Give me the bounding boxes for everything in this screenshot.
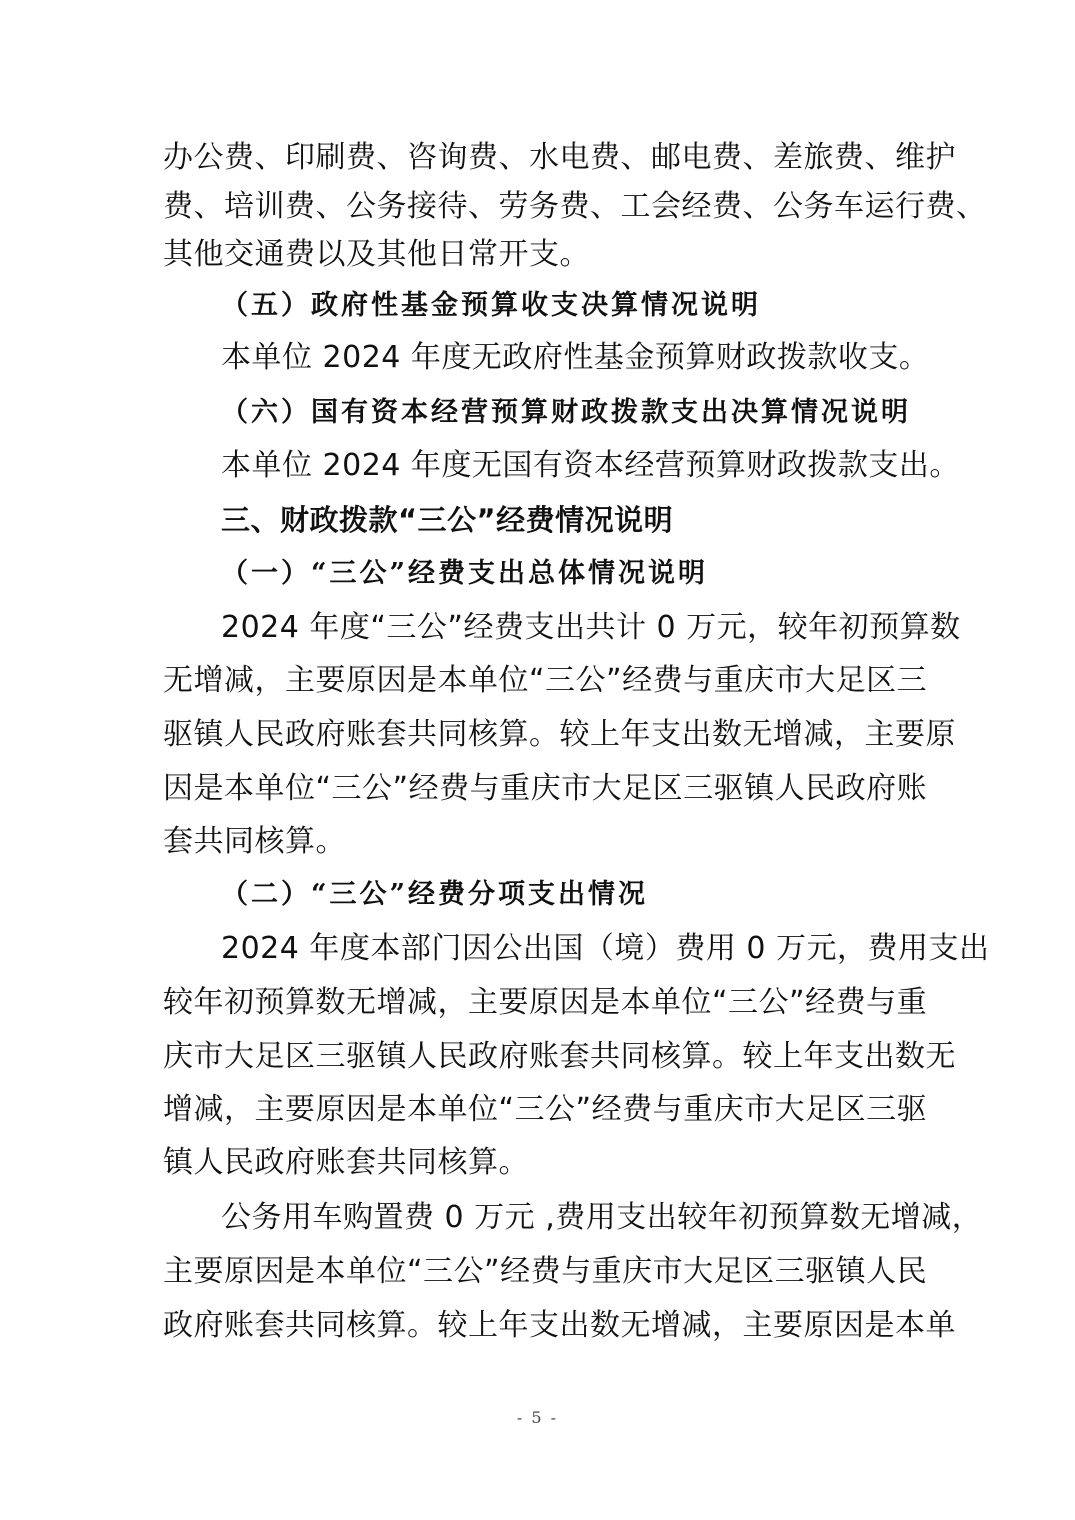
body-text-line: 本单位 2024 年度无政府性基金预算财政拨款收支。 <box>221 340 930 375</box>
body-text-line: 增减，主要原因是本单位“三公”经费与重庆市大足区三驱 <box>163 1092 928 1127</box>
body-text-line: 镇人民政府账套共同核算。 <box>163 1145 529 1180</box>
body-text-line: 无增减，主要原因是本单位“三公”经费与重庆市大足区三 <box>163 663 928 698</box>
subsection-heading-6: （六）国有资本经营预算财政拨款支出决算情况说明 <box>221 397 911 428</box>
section-heading-3: 三、财政拨款“三公”经费情况说明 <box>221 503 674 537</box>
subsection-heading-1: （一）“三公”经费支出总体情况说明 <box>221 558 709 589</box>
body-text-line: 庆市大足区三驱镇人民政府账套共同核算。较上年支出数无 <box>163 1039 956 1074</box>
body-text-line: 本单位 2024 年度无国有资本经营预算财政拨款支出。 <box>221 448 960 483</box>
body-text-line: 政府账套共同核算。较上年支出数无增减，主要原因是本单 <box>163 1308 956 1343</box>
body-text-line: 2024 年度本部门因公出国（境）费用 0 万元，费用支出 <box>221 931 990 966</box>
body-text-line: 公务用车购置费 0 万元 ,费用支出较年初预算数无增减， <box>221 1200 983 1235</box>
page-number: - 5 - <box>516 1408 559 1427</box>
body-text-line: 较年初预算数无增减，主要原因是本单位“三公”经费与重 <box>163 985 928 1020</box>
body-text-line: 其他交通费以及其他日常开支。 <box>163 237 590 272</box>
body-text-line: 因是本单位“三公”经费与重庆市大足区三驱镇人民政府账 <box>163 771 928 806</box>
subsection-heading-5: （五）政府性基金预算收支决算情况说明 <box>221 290 761 321</box>
body-text-line: 主要原因是本单位“三公”经费与重庆市大足区三驱镇人民 <box>163 1254 928 1289</box>
subsection-heading-2: （二）“三公”经费分项支出情况 <box>221 879 649 910</box>
body-text-line: 套共同核算。 <box>163 824 346 859</box>
body-text-line: 办公费、印刷费、咨询费、水电费、邮电费、差旅费、维护 <box>163 140 956 175</box>
body-text-line: 驱镇人民政府账套共同核算。较上年支出数无增减，主要原 <box>163 717 956 752</box>
body-text-line: 费、培训费、公务接待、劳务费、工会经费、公务车运行费、 <box>163 189 987 224</box>
body-text-line: 2024 年度“三公”经费支出共计 0 万元，较年初预算数 <box>221 610 961 645</box>
